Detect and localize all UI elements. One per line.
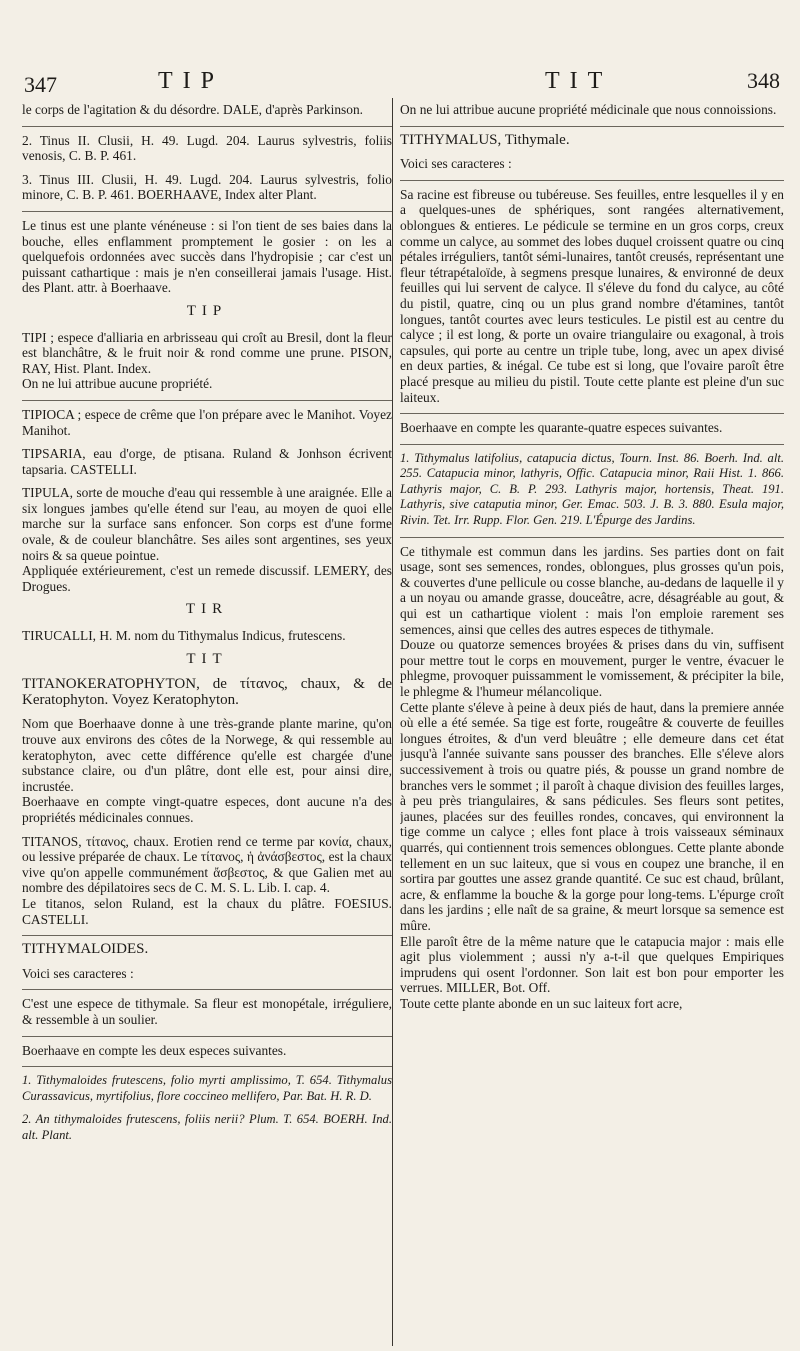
entry-titanokeratophyton: TITANOKERATOPHYTON, de τίτανος, chaux, & de Keratophyton. Voyez Keratophyton. <box>22 676 392 708</box>
section-heading-tip: TIP <box>186 302 228 319</box>
page-header <box>0 66 800 100</box>
entry-rule <box>22 126 392 127</box>
tithymalus-species-1: 1. Tithymalus latifolius, catapucia dictus, Tourn. Inst. 86. Boerh. Ind. alt. 255. Catapucia minor, lathyris, Offic. Catapucia minor, Raii Hist. 1. 866. Lathyris major, C. B. P. 293. Lathyris major, hortensis, Theat. 191. Lathyris, sive cataputia minor, Ger. Emac. 503. J. B. 3. 880. Esula major, Rivin. Tet. Irr. Rupp. Flor. Gen. 219. L'Épurge des Jardins. <box>400 450 784 528</box>
right-running-head: TIT <box>545 68 613 94</box>
entry-tithymalus: TITHYMALUS, Tithymale. <box>400 131 570 148</box>
entry-rule <box>22 1066 392 1067</box>
entry-rule <box>400 126 784 127</box>
tithymalus-suc: Toute cette plante abonde en un suc laiteux fort acre, <box>400 995 683 1011</box>
tithymalus-description: Sa racine est fibreuse ou tubéreuse. Ses feuilles, entre lesquelles il y en a quelques-unes de sphériques, sont rangées alternativement, oblongues & entieres. Le pédicule se termine en un gros corps, creux comme un calyce, au sommet des lobes duquel croissent quatre ou cinq pétales irréguliers, tantôt sémi-lunaires, tantôt creusés, représentant une fleur tétrapétaloïde, à segmens presque lunaires, & environné de deux feuilles qui lui servent de calyce. Il s'éleve du fond du calyce, au côté du pistil, quatre, cinq ou un plus grand nombre d'étamines, tantôt longues, tantôt courtes avec leurs testicules. Le pistil est au centre du calyce ; il est long, & porte un ovaire triangulaire ou exagonal, à trois capsules, qui porte au centre un triple tube, long, avec un apex divisé en deux parties, & inégal. Ce tube est si long, que l'ovaire paroît être placé presque au milieu du pistil. Toute cette plante est pleine d'un suc laiteux. <box>400 186 784 405</box>
left-running-head: TIP <box>158 68 224 94</box>
entry-rule <box>22 989 392 990</box>
entry-titanokeratophyton-species: Boerhaave en compte vingt-quatre especes, dont aucune n'a des propriétés médicinales connues. <box>22 794 392 825</box>
tinus-species-3: 3. Tinus III. Clusii, H. 49. Lugd. 204. Laurus sylvestris, folio minore, C. B. P. 461. BOERHAAVE, Index alter Plant. <box>22 171 392 203</box>
tithymalus-caracteres: Voici ses caracteres : <box>400 156 512 172</box>
entry-rule <box>22 400 392 401</box>
tinus-description: Le tinus est une plante vénéneuse : si l'on tient de ses baies dans la bouche, elles enflamment promptement le gosier : on les a quelquefois ordonnées avec succès dans l'hydropisie ; car c'est un puissant cathartique : mais je n'en conseillerai jamais l'usage. Hist. des Plant. attr. à Boerhaave. <box>22 217 392 296</box>
entry-tithymaloides: TITHYMALOIDES. <box>22 941 149 958</box>
tithymalus-plante: Cette plante s'éleve à peine à deux piés de haut, dans la premiere année où elle a été semée. Sa tige est forte, rougeâtre & couverte de feuilles longues étroites, & d'un verd bleuâtre ; elle demeure dans cet état jusqu'à l'année suivante sans pousser des branches. Elle s'éleve alors successivement à trois ou quatre piés, & pousse un grand nombre de branches vers le sommet ; il paroît à chaque division des feuilles larges, à peu près triangulaires, & sans pédicules. Ses fleurs sont petites, jaunes, placées sur des feuilles rondes, concaves, qui environnent la tige comme un calyce ; elles font place à trois vaisseaux séminaux quarrés, qui contiennent trois semences oblongues. Cette plante abonde tellement en un suc laiteux, que si vous en coupez une branche, il en sortira par gouttes une assez grande quantité. Ce suc est chaud, brûlant, acre, & enflamme la bouche & la gorge pour long-tems. L'épurge croît dans les jardins ; elle naît de sa graine, & meurt lorsque sa semence est mûre. <box>400 699 784 933</box>
entry-tipioca: TIPIOCA ; espece de crême que l'on prépare avec le Manihot. Voyez Manihot. <box>22 406 392 438</box>
entry-tipi: TIPI ; espece d'alliaria en arbrisseau qui croît au Bresil, dont la fleur est blanchâtre, & le fruit noir & rond comme une prune. PISON, RAY, Hist. Plant. Index. <box>22 329 392 376</box>
entry-rule <box>22 211 392 212</box>
entry-tipsaria: TIPSARIA, eau d'orge, de ptisana. Ruland & Jonhson écrivent tapsaria. CASTELLI. <box>22 446 392 477</box>
right-column <box>400 102 784 1347</box>
column-divider <box>392 98 393 1346</box>
tithymalus-commun: Ce tithymale est commun dans les jardins. Ses parties dont on fait usage, sont ses semences, rondes, oblongues, plus grosses qu'un pois, & couvertes d'une pellicule ou cosse blanche, au-dedans de laquelle il y a un noyau ou amande grasse, douceâtre, acre, désagréable au gout, & qui est un cathartique violent : mais l'on emploie rarement ses semences, ainsi que celles des autres especes de tithymale. <box>400 543 784 637</box>
right-continuation: On ne lui attribue aucune propriété médicinale que nous connoissions. <box>400 102 777 117</box>
entry-rule <box>400 413 784 414</box>
left-column <box>22 102 392 1347</box>
entry-tirucalli: TIRUCALLI, H. M. nom du Tithymalus Indicus, frutescens. <box>22 628 346 644</box>
tithymaloides-caracteres: Voici ses caracteres : <box>22 965 134 981</box>
entry-titanos-note: Le titanos, selon Ruland, est la chaux du plâtre. FOESIUS. CASTELLI. <box>22 895 392 927</box>
left-page-number: 347 <box>24 72 57 97</box>
section-heading-tir: TIR <box>185 601 229 618</box>
entry-rule <box>22 935 392 936</box>
entry-tipula: TIPULA, sorte de mouche d'eau qui ressemble à une araignée. Elle a six longues jambes qu'elle étend sur l'eau, au moyen de quoi elle marche sur la surface sans enfoncer. Son corps est d'une forme ovale, & de couleur blanchâtre. Ses ailes sont argentines, ses yeux noirs & sa queue pointue. <box>22 485 392 563</box>
entry-rule <box>400 180 784 181</box>
entry-tipi-note: On ne lui attribue aucune propriété. <box>22 376 213 392</box>
right-page-number: 348 <box>747 68 780 93</box>
entry-titanos: TITANOS, τίτανος, chaux. Erotien rend ce terme par κονία, chaux, ou lessive préparée de chaux. Le τίτανος, ἡ ἀνάσβεστος, est la chaux vive qu'on appelle communément ἄσβεστος, & que Galien met au nombre des dépilatoires secs de C. M. S. L. Lib. I. cap. 4. <box>22 833 392 896</box>
tithymalus-douze: Douze ou quatorze semences broyées & prises dans du vin, suffisent pour mettre tout le corps en mouvement, purger le ventre, évacuer le phlegme, provoquer puissamment le vomissement, & précipiter la bile, le phlegme & l'humeur mélancolique. <box>400 637 784 699</box>
tithymaloides-description: C'est une espece de tithymale. Sa fleur est monopétale, irréguliere, & ressemble à un soulier. <box>22 996 392 1027</box>
entry-rule <box>400 444 784 445</box>
tithymaloides-species-2: 2. An tithymaloides frutescens, foliis nerii? Plum. T. 654. BOERH. Ind. alt. Plant. <box>22 1112 392 1142</box>
tithymaloides-count: Boerhaave en compte les deux especes suivantes. <box>22 1042 287 1058</box>
entry-continuation: le corps de l'agitation & du désordre. DALE, d'après Parkinson. <box>22 102 363 117</box>
tithymaloides-species-1: 1. Tithymaloides frutescens, folio myrti amplissimo, T. 654. Tithymalus Curassavicus, myrtifolius, flore coccineo mellifero, Par. Bat. H. R. D. <box>22 1073 392 1103</box>
entry-tipula-use: Appliquée extérieurement, c'est un remede discussif. LEMERY, des Drogues. <box>22 563 392 594</box>
tithymalus-nature: Elle paroît être de la même nature que le catapucia major : mais elle agit plus violemment ; aussi n'y a-t-il que quelques Empiriques imprudens qui osent l'ordonner. Son lait est bon pour emporter les verrues. MILLER, Bot. Off. <box>400 933 784 996</box>
entry-rule <box>22 1036 392 1037</box>
tinus-species-2: 2. Tinus II. Clusii, H. 49. Lugd. 204. Laurus sylvestris, foliis venosis, C. B. P. 461. <box>22 132 392 164</box>
entry-titanokeratophyton-desc: Nom que Boerhaave donne à une très-grande plante marine, qu'on trouve aux environs des côtes de la Norwege, & qui ressemble au keratophyton, avec cette différence qu'elle est chargée d'une substance claire, ou d'un plâtre, dont elle est, pour ainsi dire, incrustée. <box>22 716 392 794</box>
tithymalus-count: Boerhaave en compte les quarante-quatre especes suivantes. <box>400 420 723 436</box>
entry-rule <box>400 537 784 538</box>
section-heading-tit: TIT <box>186 650 228 667</box>
